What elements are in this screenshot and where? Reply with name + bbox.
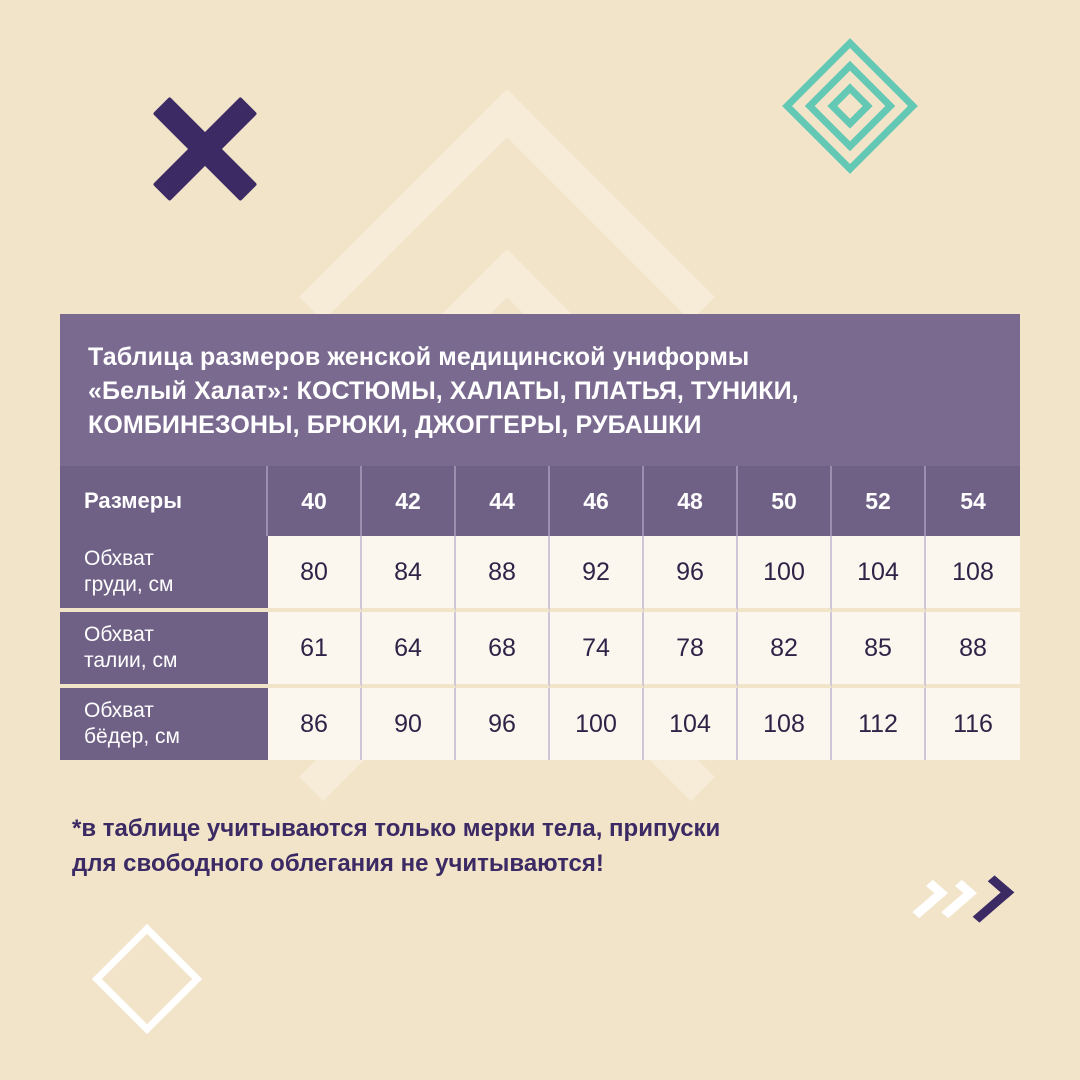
cell-waist-48: 78 — [644, 612, 738, 688]
cell-chest-50: 100 — [738, 536, 832, 612]
cell-waist-42: 64 — [362, 612, 456, 688]
card-title — [60, 314, 1020, 466]
card-title-line-2: «Белый Халат»: КОСТЮМЫ, ХАЛАТЫ, ПЛАТЬЯ, ТУНИКИ, — [88, 377, 799, 405]
cell-hips-40: 86 — [268, 688, 362, 760]
cell-waist-46: 74 — [550, 612, 644, 688]
header-cell-size-40: 40 — [268, 466, 362, 536]
footnote — [72, 812, 952, 882]
header-cell-size-50: 50 — [738, 466, 832, 536]
cell-hips-50: 108 — [738, 688, 832, 760]
row-label-hips-line-1: Обхват — [84, 698, 154, 722]
diamond-ring-middle — [805, 61, 896, 152]
cell-chest-54: 108 — [926, 536, 1020, 612]
footnote-line-1: *в таблице учитываются только мерки тела, припуски — [72, 815, 721, 842]
cell-hips-48: 104 — [644, 688, 738, 760]
cell-waist-40: 61 — [268, 612, 362, 688]
chevron-arrows-icon — [916, 876, 1000, 922]
row-label-hips — [60, 688, 268, 760]
header-cell-size-54: 54 — [926, 466, 1020, 536]
table-row — [60, 612, 1020, 688]
cell-chest-52: 104 — [832, 536, 926, 612]
row-label-chest-line-1: Обхват — [84, 546, 154, 570]
header-cell-size-52: 52 — [832, 466, 926, 536]
chevron-arrow-1 — [904, 880, 948, 918]
size-chart-card — [60, 314, 1020, 760]
chevron-arrow-3 — [960, 875, 1014, 922]
table-header-row — [60, 466, 1020, 536]
header-cell-size-42: 42 — [362, 466, 456, 536]
cell-hips-44: 96 — [456, 688, 550, 760]
cell-chest-42: 84 — [362, 536, 456, 612]
row-label-waist-line-1: Обхват — [84, 622, 154, 646]
cell-waist-54: 88 — [926, 612, 1020, 688]
card-title-line-3: КОМБИНЕЗОНЫ, БРЮКИ, ДЖОГГЕРЫ, РУБАШКИ — [88, 411, 702, 439]
cell-waist-52: 85 — [832, 612, 926, 688]
diamond-ring-inner — [827, 83, 872, 128]
row-label-chest — [60, 536, 268, 612]
cell-hips-46: 100 — [550, 688, 644, 760]
diamond-ring-outer — [782, 38, 918, 174]
header-cell-size-44: 44 — [456, 466, 550, 536]
x-mark-stroke-1 — [153, 97, 258, 202]
cell-chest-48: 96 — [644, 536, 738, 612]
table-row — [60, 688, 1020, 760]
header-cell-size-48: 48 — [644, 466, 738, 536]
outline-diamond-icon — [92, 924, 202, 1034]
header-cell-label: Размеры — [60, 466, 268, 536]
cell-hips-54: 116 — [926, 688, 1020, 760]
table-row — [60, 536, 1020, 612]
header-cell-size-46: 46 — [550, 466, 644, 536]
cell-chest-44: 88 — [456, 536, 550, 612]
cell-waist-50: 82 — [738, 612, 832, 688]
cell-chest-40: 80 — [268, 536, 362, 612]
footnote-line-2: для свободного облегания не учитываются! — [72, 849, 604, 877]
cell-waist-44: 68 — [456, 612, 550, 688]
size-table — [60, 466, 1020, 760]
cell-hips-42: 90 — [362, 688, 456, 760]
row-label-waist-line-2: талии, см — [84, 649, 178, 672]
x-mark-icon — [148, 92, 262, 206]
x-mark-stroke-2 — [153, 97, 258, 202]
row-label-waist — [60, 612, 268, 688]
row-label-chest-line-2: груди, см — [84, 573, 174, 596]
cell-chest-46: 92 — [550, 536, 644, 612]
nested-diamond-icon — [782, 38, 918, 174]
cell-hips-52: 112 — [832, 688, 926, 760]
chevron-arrow-2 — [933, 880, 977, 918]
card-title-line-1: Таблица размеров женской медицинской униформы — [88, 343, 750, 371]
row-label-hips-line-2: бёдер, см — [84, 725, 180, 748]
